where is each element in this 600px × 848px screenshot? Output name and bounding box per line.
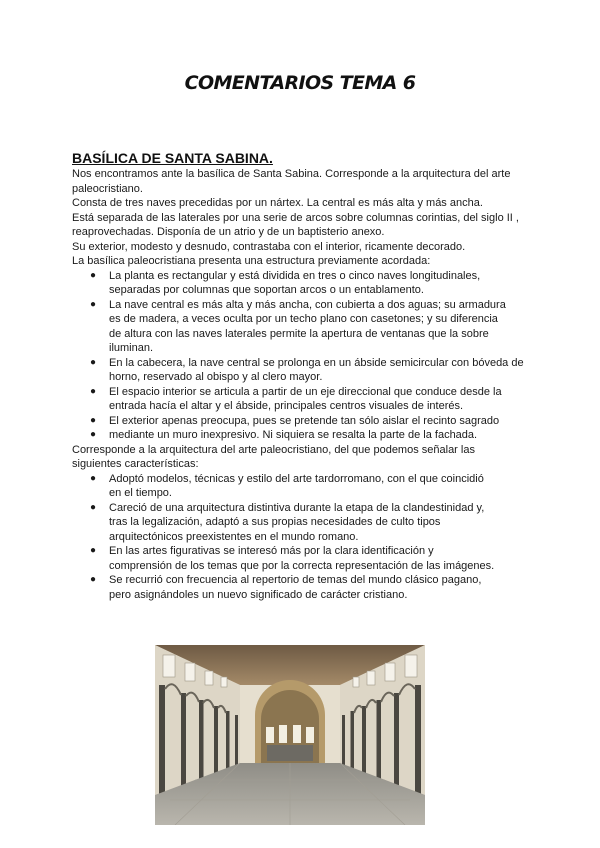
bullet-line: horno, reservado al obispo y al clero mayor.	[109, 371, 323, 383]
bullet-item	[72, 472, 542, 501]
bullet-dot-icon: ●	[90, 298, 97, 310]
bullet-item	[72, 356, 542, 385]
bullet-dot-icon: ●	[90, 545, 97, 556]
bullet-dot-icon: ●	[90, 269, 97, 281]
bullet-line: Se recurrió con frecuencia al repertorio de temas del mundo clásico pagano,	[109, 574, 482, 586]
bullet-item	[72, 501, 542, 545]
bullet-line: mediante un muro inexpresivo. Ni siquiera se resalta la parte de la fachada.	[109, 429, 478, 441]
bullet-item	[72, 414, 542, 429]
bullet-line: iluminan.	[109, 342, 154, 354]
bullet-line: es de madera, a veces oculta por un techo plano con casetones; y su diferencia	[109, 313, 498, 325]
intro-line: Su exterior, modesto y desnudo, contrastaba con el interior, ricamente decorado.	[72, 240, 466, 253]
intro-line: paleocristiano.	[72, 182, 143, 195]
bullet-item	[72, 385, 542, 414]
bullet-line: El exterior apenas preocupa, pues se pretende tan sólo aislar el recinto sagrado	[109, 414, 500, 427]
section-heading: BASÍLICA DE SANTA SABINA.	[72, 150, 273, 166]
bullet-item	[72, 298, 542, 356]
characteristics-bullet-list	[72, 472, 542, 603]
bullet-dot-icon: ●	[90, 385, 97, 397]
bullet-line: Adoptó modelos, técnicas y estilo del arte tardorromano, con el que coincidió	[109, 472, 484, 485]
bullet-line: pero asignándoles un nuevo significado de carácter cristiano.	[109, 588, 408, 601]
intro-line: reaprovechadas. Disponía de un atrio y de un baptisterio anexo.	[72, 226, 385, 238]
bullet-dot-icon: ●	[90, 429, 97, 440]
bullet-dot-icon: ●	[90, 414, 97, 426]
middle-paragraphs	[72, 443, 542, 472]
intro-paragraphs	[72, 167, 542, 269]
intro-line: La basílica paleocristiana presenta una estructura previamente acordada:	[72, 255, 431, 267]
middle-line: Corresponde a la arquitectura del arte paleocristiano, del que podemos señalar las	[72, 443, 475, 456]
bullet-line: tras la legalización, adaptó a sus propias necesidades de culto tipos	[109, 516, 441, 528]
bullet-item	[72, 544, 542, 573]
bullet-line: La planta es rectangular y está dividida en tres o cinco naves longitudinales,	[109, 269, 481, 282]
bullet-line: arquitectónicos preexistentes en el mundo romano.	[109, 530, 359, 543]
intro-line: Consta de tres naves precedidas por un nártex. La central es más alta y más ancha.	[72, 197, 483, 209]
bullet-item	[72, 573, 542, 602]
bullet-line: separadas por columnas que soportan arcos o un entablamento.	[109, 284, 424, 296]
bullet-line: En la cabecera, la nave central se prolonga en un ábside semicircular con bóveda de	[109, 356, 524, 369]
bullet-line: En las artes figurativas se interesó más por la clara identificación y	[109, 545, 434, 557]
bullet-item	[72, 428, 542, 443]
intro-line: Está separada de las laterales por una serie de arcos sobre columnas corintias, del siglo II ,	[72, 211, 519, 224]
bullet-line: La nave central es más alta y más ancha, con cubierta a dos aguas; su armadura	[109, 298, 506, 311]
intro-line: Nos encontramos ante la basílica de Santa Sabina. Corresponde a la arquitectura del arte	[72, 168, 511, 180]
bullet-dot-icon: ●	[90, 501, 97, 513]
middle-line: siguientes características:	[72, 458, 199, 470]
bullet-line: en el tiempo.	[109, 487, 172, 499]
bullet-line: comprensión de los temas que por la correcta representación de las imágenes.	[109, 559, 495, 572]
bullet-item	[72, 269, 542, 298]
structure-bullet-list	[72, 269, 542, 443]
bullet-dot-icon: ●	[90, 472, 97, 484]
page-title: COMENTARIOS TEMA 6	[184, 72, 416, 94]
bullet-line: de altura con las naves laterales permite la apertura de ventanas que la sobre	[109, 327, 489, 340]
bullet-line: El espacio interior se articula a partir de un eje direccional que conduce desde la	[109, 385, 502, 398]
bullet-dot-icon: ●	[90, 574, 97, 585]
basilica-interior-photo	[155, 645, 425, 825]
bullet-line: Careció de una arquitectura distintiva durante la etapa de la clandestinidad y,	[109, 501, 485, 514]
document-body	[72, 167, 542, 602]
bullet-dot-icon: ●	[90, 356, 97, 368]
bullet-line: entrada hacía el altar y el ábside, principales centros visuales de interés.	[109, 400, 464, 412]
